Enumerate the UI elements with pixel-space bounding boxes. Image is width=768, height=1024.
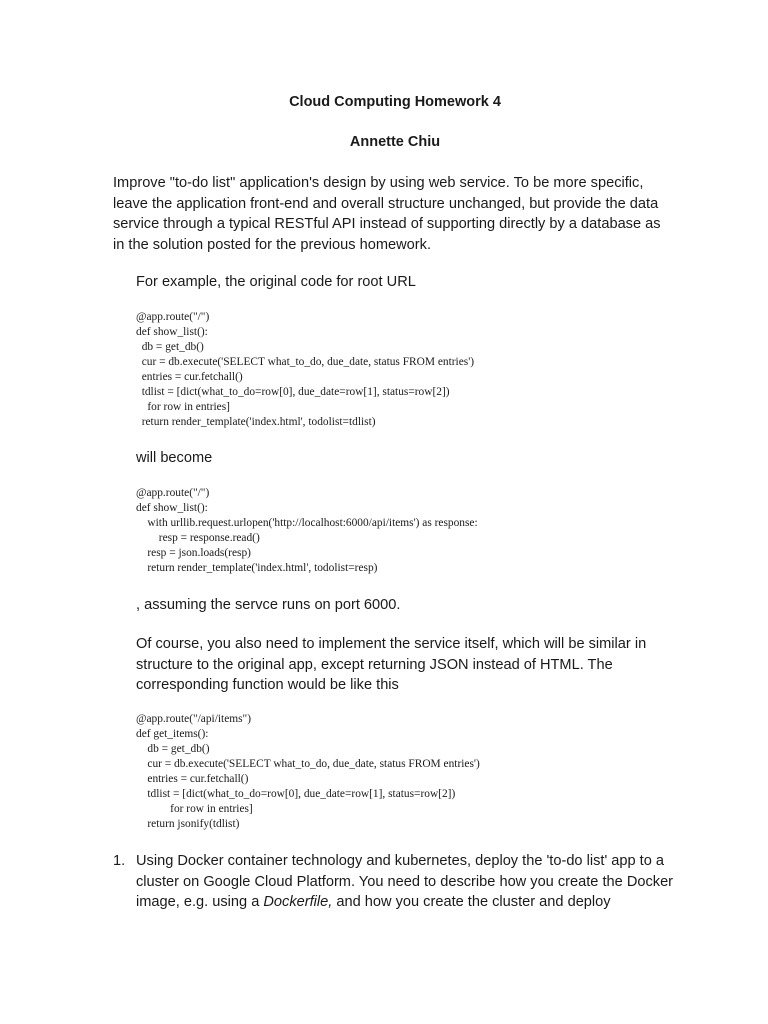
- code-block-new: [136, 486, 478, 576]
- code-line: for row in entries]: [136, 803, 253, 815]
- code-line: with urllib.request.urlopen('http://localhost:6000/api/items') as response:: [136, 517, 478, 529]
- list-item-text: [136, 851, 696, 913]
- will-become-label: will become: [136, 450, 213, 466]
- code-line: cur = db.execute('SELECT what_to_do, due_date, status FROM entries'): [136, 356, 475, 368]
- assuming-paragraph: , assuming the servce runs on port 6000.: [136, 597, 401, 613]
- list-item-emphasis: Dockerfile,: [263, 894, 333, 910]
- code-line: resp = response.read(): [136, 532, 260, 544]
- code-line: return render_template('index.html', todolist=resp): [136, 562, 378, 574]
- code-line: for row in entries]: [136, 401, 230, 413]
- code-line: @app.route("/"): [136, 311, 210, 323]
- code-line: @app.route("/"): [136, 487, 210, 499]
- code-line: @app.route("/api/items"): [136, 713, 251, 725]
- code-line: return render_template('index.html', todolist=tdlist): [136, 416, 376, 428]
- author-name: Annette Chiu: [349, 134, 441, 150]
- code-line: tdlist = [dict(what_to_do=row[0], due_date=row[1], status=row[2]): [136, 788, 456, 800]
- list-item-text-before: Using Docker container technology and kubernetes, deploy the 'to-do list' app to a cluster on Google Cloud Platform. You need to describe how you create the Docker image, e.g. using a: [136, 853, 674, 910]
- code-line: entries = cur.fetchall(): [136, 371, 243, 383]
- code-line: db = get_db(): [136, 341, 204, 353]
- code-line: def show_list():: [136, 326, 208, 338]
- code-line: cur = db.execute('SELECT what_to_do, due_date, status FROM entries'): [136, 758, 480, 770]
- code-line: entries = cur.fetchall(): [136, 773, 249, 785]
- list-item-number: 1.: [113, 853, 126, 869]
- intro-paragraph: Improve "to-do list" application's design by using web service. To be more specific, leave the application front-end and overall structure unchanged, but provide the data service through a typical RESTful API instead of supporting directly by a database as in the solution posted for the previous homework.: [113, 175, 661, 253]
- code-line: def get_items():: [136, 728, 209, 740]
- code-block-original: [136, 310, 474, 430]
- code-block-api: [136, 712, 480, 832]
- example-label: For example, the original code for root URL: [136, 274, 416, 290]
- of-course-paragraph: Of course, you also need to implement the service itself, which will be similar in structure to the original app, except returning JSON instead of HTML. The corresponding function would be like this: [136, 636, 647, 693]
- code-line: return jsonify(tdlist): [136, 818, 240, 830]
- document-title: Cloud Computing Homework 4: [289, 94, 501, 110]
- list-item-text-after: and how you create the cluster and deploy: [332, 894, 611, 910]
- code-line: def show_list():: [136, 502, 208, 514]
- code-line: resp = json.loads(resp): [136, 547, 251, 559]
- code-line: db = get_db(): [136, 743, 210, 755]
- code-line: tdlist = [dict(what_to_do=row[0], due_date=row[1], status=row[2]): [136, 386, 450, 398]
